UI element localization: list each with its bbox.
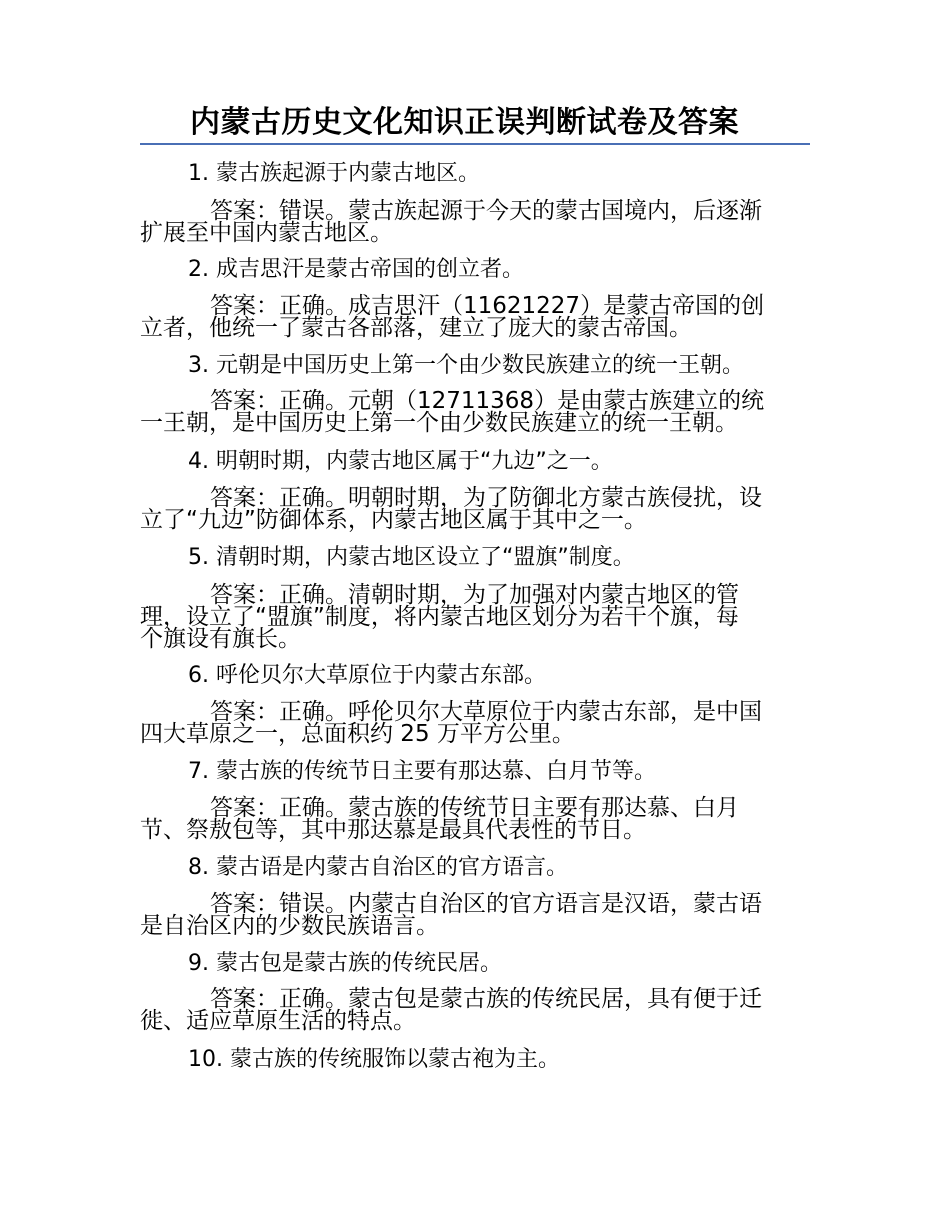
question-2: 2. 成吉思汗是蒙古帝国的创立者。	[188, 257, 524, 282]
answer-7	[140, 797, 810, 841]
answer-4-line-2: 立了“九边”防御体系，内蒙古地区属于其中之一。	[140, 507, 647, 533]
question-10: 10. 蒙古族的传统服饰以蒙古袍为主。	[188, 1047, 560, 1072]
question-9: 9. 蒙古包是蒙古族的传统民居。	[188, 951, 502, 976]
question-5: 5. 清朝时期，内蒙古地区设立了“盟旗”制度。	[188, 545, 635, 570]
question-3: 3. 元朝是中国历史上第一个由少数民族建立的统一王朝。	[188, 353, 744, 378]
answer-2-line-1: 答案：正确。成吉思汗（11621227）是蒙古帝国的创	[210, 293, 765, 319]
answer-3-line-2: 一王朝，是中国历史上第一个由少数民族建立的统一王朝。	[140, 410, 738, 436]
question-6: 6. 呼伦贝尔大草原位于内蒙古东部。	[188, 663, 546, 688]
answer-4-line-1: 答案：正确。明朝时期，为了防御北方蒙古族侵扰，设	[210, 485, 762, 511]
question-4: 4. 明朝时期，内蒙古地区属于“九边”之一。	[188, 449, 613, 474]
answer-3	[140, 390, 810, 434]
answer-6	[140, 701, 810, 745]
answer-9-line-2: 徙、适应草原生活的特点。	[140, 1008, 416, 1034]
answer-2	[140, 295, 810, 339]
question-7: 7. 蒙古族的传统节日主要有那达慕、白月节等。	[188, 759, 656, 784]
answer-8-line-1: 答案：错误。内蒙古自治区的官方语言是汉语，蒙古语	[210, 891, 762, 917]
answer-1-line-2: 扩展至中国内蒙古地区。	[140, 220, 393, 246]
question-1: 1. 蒙古族起源于内蒙古地区。	[188, 161, 480, 186]
answer-3-line-1: 答案：正确。元朝（12711368）是由蒙古族建立的统	[210, 388, 765, 414]
answer-7-line-2: 节、祭敖包等，其中那达慕是最具代表性的节日。	[140, 817, 646, 843]
answer-8	[140, 893, 810, 937]
answer-6-line-2: 四大草原之一，总面积约 25 万平方公里。	[140, 721, 575, 747]
answer-2-line-2: 立者，他统一了蒙古各部落，建立了庞大的蒙古帝国。	[140, 315, 692, 341]
answer-5	[140, 584, 810, 650]
answer-9	[140, 988, 810, 1032]
answer-4	[140, 487, 810, 531]
page-title: 内蒙古历史文化知识正误判断试卷及答案	[190, 105, 739, 140]
answer-5-line-3: 个旗设有旗长。	[140, 626, 301, 652]
answer-1	[140, 200, 810, 244]
answer-7-line-1: 答案：正确。蒙古族的传统节日主要有那达慕、白月	[210, 795, 739, 821]
answer-1-line-1: 答案：错误。蒙古族起源于今天的蒙古国境内，后逐渐	[210, 198, 762, 224]
title-block	[140, 103, 810, 145]
answer-8-line-2: 是自治区内的少数民族语言。	[140, 913, 439, 939]
question-8: 8. 蒙古语是内蒙古自治区的官方语言。	[188, 855, 568, 880]
answer-5-line-2: 理，设立了“盟旗”制度，将内蒙古地区划分为若干个旗，每	[140, 604, 739, 630]
answer-6-line-1: 答案：正确。呼伦贝尔大草原位于内蒙古东部，是中国	[210, 699, 762, 725]
answer-5-line-1: 答案：正确。清朝时期，为了加强对内蒙古地区的管	[210, 582, 739, 608]
answer-9-line-1: 答案：正确。蒙古包是蒙古族的传统民居，具有便于迁	[210, 986, 762, 1012]
